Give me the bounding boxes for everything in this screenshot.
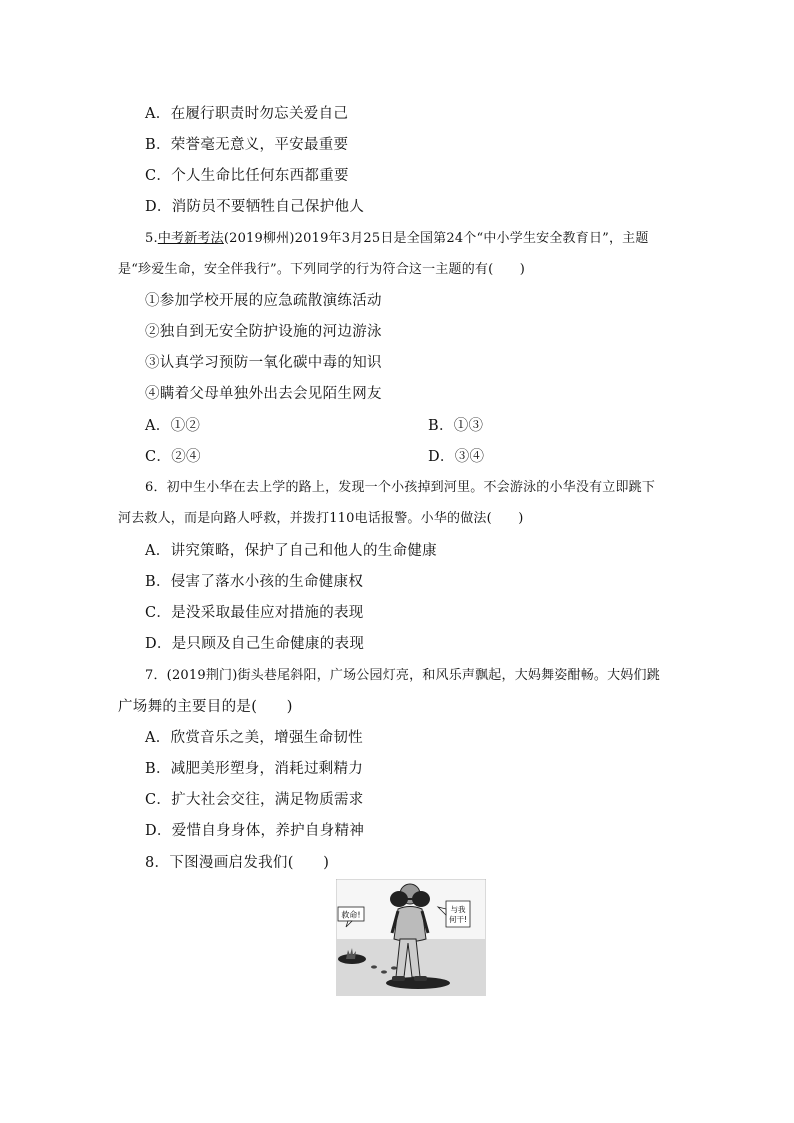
q4-option-b: B．荣誉毫无意义，平安最重要 — [145, 137, 349, 153]
q4-option-c: C．个人生命比任何东西都重要 — [145, 168, 349, 184]
bubble-left-text: 救命! — [341, 910, 361, 920]
q6-stem-line2: 河去救人，而是向路人呼救，并拨打110电话报警。小华的做法( ) — [118, 511, 524, 526]
q7-option-a: A．欣赏音乐之美，增强生命韧性 — [145, 730, 363, 746]
q5-tag: 中考新考法 — [157, 231, 224, 246]
q4-option-a: A．在履行职责时勿忘关爱自己 — [145, 106, 349, 122]
q5-stem-line1 — [145, 229, 649, 249]
q5-stem-line2: 是“珍爱生命，安全伴我行”。下列同学的行为符合这一主题的有( ) — [118, 262, 526, 277]
q6-option-c: C．是没采取最佳应对措施的表现 — [145, 605, 364, 621]
q5-item-3: ③认真学习预防一氧化碳中毒的知识 — [145, 355, 382, 371]
cartoon-illustration — [336, 879, 486, 996]
q5-item-2: ②独自到无安全防护设施的河边游泳 — [145, 324, 382, 340]
q6-option-a: A．讲究策略，保护了自己和他人的生命健康 — [145, 543, 437, 559]
bubble-right-text-1: 与我 — [450, 905, 466, 914]
bubble-right-text-2: 何干! — [448, 915, 468, 924]
q5-option-b: B．①③ — [428, 418, 484, 434]
q7-stem-line1: 7．(2019荆门)街头巷尾斜阳，广场公园灯亮，和风乐声飘起，大妈舞姿酣畅。大妈们跳 — [145, 668, 660, 683]
q7-option-c: C．扩大社会交往，满足物质需求 — [145, 792, 364, 808]
q6-stem-line1: 6．初中生小华在去上学的路上，发现一个小孩掉到河里。不会游泳的小华没有立即跳下 — [145, 480, 656, 495]
q5-item-4: ④瞒着父母单独外出去会见陌生网友 — [145, 386, 382, 402]
q5-number: 5. — [145, 231, 158, 246]
q5-item-1: ①参加学校开展的应急疏散演练活动 — [145, 293, 382, 309]
q8-stem: 8．下图漫画启发我们( ) — [145, 855, 330, 871]
q7-option-d: D．爱惜自身身体，养护自身精神 — [145, 823, 365, 839]
q5-option-a: A．①② — [145, 418, 201, 434]
q7-option-b: B．减肥美形塑身，消耗过剩精力 — [145, 761, 364, 777]
q6-option-b: B．侵害了落水小孩的生命健康权 — [145, 574, 364, 590]
q7-stem-line2: 广场舞的主要目的是( ) — [118, 699, 293, 715]
q5-option-d: D．③④ — [428, 449, 485, 465]
q5-option-c: C．②④ — [145, 449, 201, 465]
q4-option-d: D．消防员不要牺牲自己保护他人 — [145, 199, 365, 215]
q5-stem-text: (2019柳州)2019年3月25日是全国第24个“中小学生安全教育日”，主题 — [223, 231, 649, 246]
q6-option-d: D．是只顾及自己生命健康的表现 — [145, 636, 365, 652]
